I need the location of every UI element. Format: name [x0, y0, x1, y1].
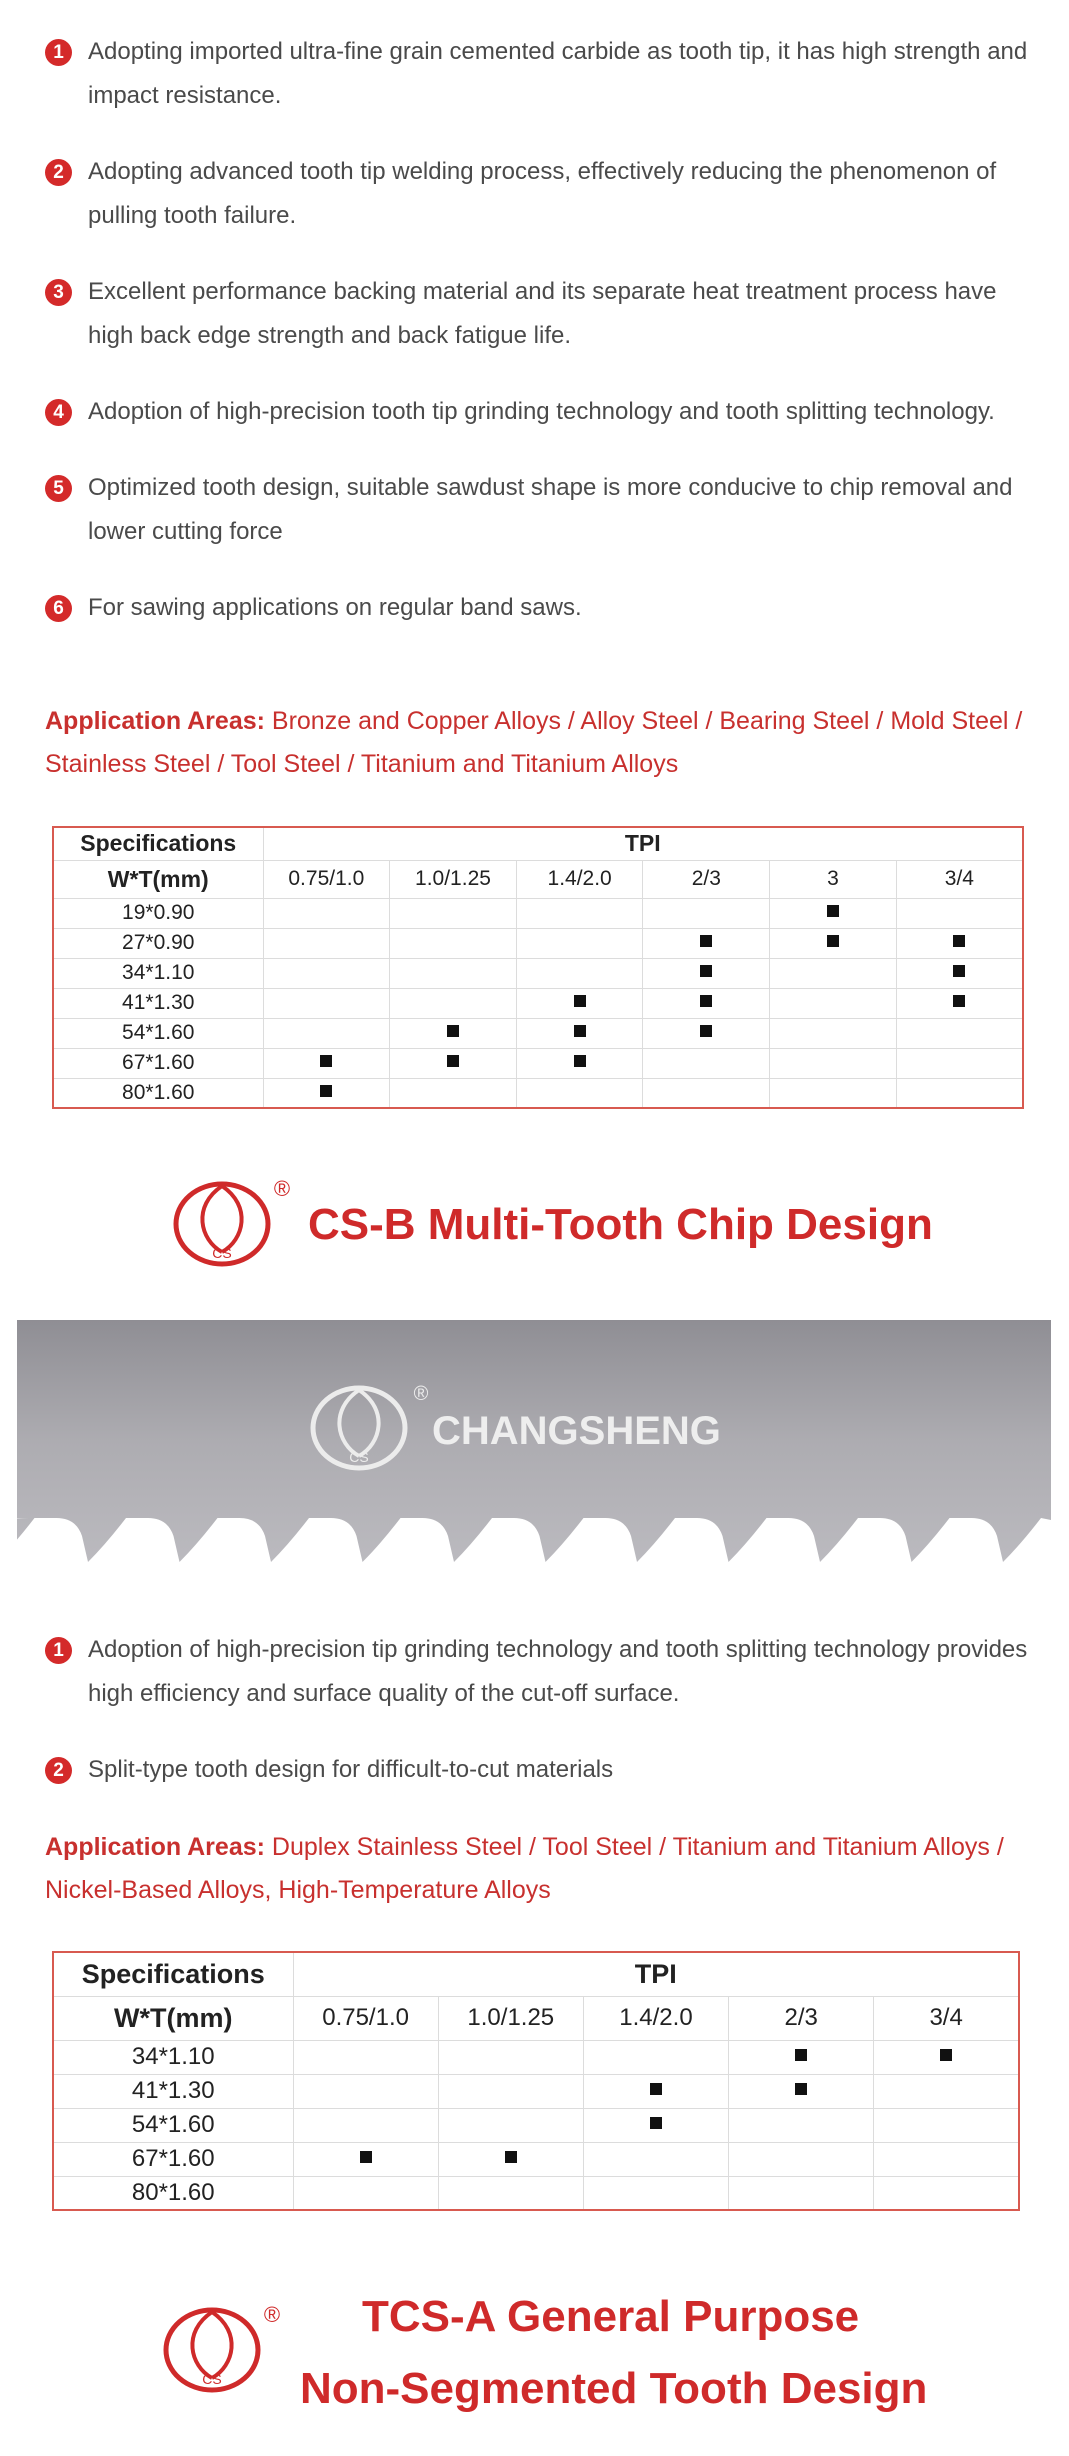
blade-logo-text: CS: [349, 1449, 369, 1465]
tpi-column-header: 1.0/1.25: [390, 860, 517, 898]
tpi-cell: [643, 928, 770, 958]
tpi-column-header: 0.75/1.0: [293, 1996, 438, 2040]
available-mark-icon: [827, 905, 839, 917]
tpi-cell: [516, 1078, 643, 1108]
heading-tcs-a-line2: Non-Segmented Tooth Design: [300, 2364, 928, 2413]
tpi-cell: [583, 2040, 728, 2074]
feature-item: [45, 150, 1045, 238]
tpi-cell: [293, 2074, 438, 2108]
feature-item: [45, 30, 1045, 118]
available-mark-icon: [953, 995, 965, 1007]
table-row: [53, 928, 1023, 958]
tpi-cell: [770, 898, 897, 928]
feature-text: Adopting imported ultra-fine grain cemented carbide as tooth tip, it has high strength and impact resistance.: [88, 38, 1028, 109]
tpi-cell: [896, 1048, 1023, 1078]
number-badge: 4: [45, 399, 72, 426]
tpi-column-header: 1.4/2.0: [516, 860, 643, 898]
feature-item: [45, 270, 1045, 358]
available-mark-icon: [795, 2049, 807, 2061]
tpi-cell: [390, 1078, 517, 1108]
table-row: [53, 988, 1023, 1018]
saw-blade-image: [17, 1320, 1051, 1568]
tpi-cell: [390, 928, 517, 958]
registered-mark: ®: [273, 1176, 291, 1201]
tpi-cell: [263, 1048, 390, 1078]
feature-list-1: [45, 30, 1045, 630]
spec-table-2: [52, 1951, 1020, 2211]
tpi-cell: [770, 1018, 897, 1048]
tpi-column-header: 3: [770, 860, 897, 898]
available-mark-icon: [700, 935, 712, 947]
available-mark-icon: [700, 965, 712, 977]
size-cell: 54*1.60: [53, 1018, 263, 1048]
available-mark-icon: [320, 1055, 332, 1067]
tpi-cell: [263, 988, 390, 1018]
tpi-cell: [643, 988, 770, 1018]
tpi-cell: [896, 898, 1023, 928]
tpi-cell: [643, 898, 770, 928]
wt-header: W*T(mm): [53, 860, 263, 898]
tpi-cell: [729, 2040, 874, 2074]
tpi-cell: [516, 958, 643, 988]
tpi-cell: [390, 1018, 517, 1048]
feature-text: Adopting advanced tooth tip welding process, effectively reducing the phenomenon of pulling tooth failure.: [88, 158, 997, 229]
tpi-cell: [729, 2176, 874, 2210]
tpi-column-header: 3/4: [896, 860, 1023, 898]
available-mark-icon: [953, 935, 965, 947]
available-mark-icon: [320, 1085, 332, 1097]
available-mark-icon: [650, 2117, 662, 2129]
size-cell: 19*0.90: [53, 898, 263, 928]
table-row: [53, 1018, 1023, 1048]
spec-header: Specifications: [53, 1952, 293, 1996]
tpi-cell: [583, 2074, 728, 2108]
tpi-cell: [583, 2108, 728, 2142]
feature-text: Excellent performance backing material and its separate heat treatment process have high back edge strength and back fatigue life.: [88, 278, 997, 349]
available-mark-icon: [827, 935, 839, 947]
available-mark-icon: [574, 1025, 586, 1037]
tpi-cell: [516, 988, 643, 1018]
tpi-cell: [390, 898, 517, 928]
available-mark-icon: [574, 1055, 586, 1067]
tpi-cell: [438, 2176, 583, 2210]
spec-header: Specifications: [53, 827, 263, 860]
tpi-cell: [874, 2176, 1019, 2210]
available-mark-icon: [953, 965, 965, 977]
size-cell: 34*1.10: [53, 2040, 293, 2074]
registered-mark: ®: [263, 2302, 281, 2327]
size-cell: 41*1.30: [53, 988, 263, 1018]
tpi-cell: [583, 2142, 728, 2176]
logo-text: CS: [212, 1245, 232, 1261]
number-badge: 5: [45, 475, 72, 502]
tpi-cell: [896, 1018, 1023, 1048]
feature-item: [45, 1748, 1045, 1792]
tpi-cell: [896, 1078, 1023, 1108]
tpi-cell: [770, 1078, 897, 1108]
feature-text: Optimized tooth design, suitable sawdust shape is more conducive to chip removal and lower cutting force: [88, 474, 1013, 545]
tpi-cell: [390, 1048, 517, 1078]
tpi-cell: [516, 898, 643, 928]
feature-text: Split-type tooth design for difficult-to-cut materials: [88, 1756, 614, 1783]
tpi-column-header: 3/4: [874, 1996, 1019, 2040]
tpi-column-header: 1.0/1.25: [438, 1996, 583, 2040]
tpi-cell: [438, 2040, 583, 2074]
application-areas-2: [45, 1826, 1045, 1912]
tpi-cell: [896, 958, 1023, 988]
tpi-column-header: 2/3: [729, 1996, 874, 2040]
size-cell: 34*1.10: [53, 958, 263, 988]
feature-item: [45, 466, 1045, 554]
available-mark-icon: [447, 1025, 459, 1037]
feature-text: Adoption of high-precision tooth tip grinding technology and tooth splitting technology.: [88, 398, 995, 425]
tpi-cell: [729, 2142, 874, 2176]
tpi-cell: [770, 928, 897, 958]
tpi-cell: [263, 958, 390, 988]
feature-item: [45, 390, 1045, 434]
feature-item: [45, 1628, 1045, 1716]
tpi-cell: [293, 2176, 438, 2210]
tpi-cell: [293, 2142, 438, 2176]
tpi-cell: [293, 2040, 438, 2074]
logo-text: CS: [202, 2371, 222, 2387]
size-cell: 67*1.60: [53, 2142, 293, 2176]
application-text: Duplex Stainless Steel / Tool Steel / Titanium and Titanium Alloys / Nickel-Based Alloys, High-Temperature Alloys: [45, 1833, 1004, 1904]
cs-logo-icon: [160, 2298, 290, 2403]
tpi-column-header: 2/3: [643, 860, 770, 898]
blade-brand-text: CHANGSHENG: [432, 1409, 721, 1453]
available-mark-icon: [360, 2151, 372, 2163]
tpi-column-header: 0.75/1.0: [263, 860, 390, 898]
application-text: Bronze and Copper Alloys / Alloy Steel / Bearing Steel / Mold Steel / Stainless Steel / Tool Steel / Titanium and Titanium Alloys: [45, 707, 1023, 778]
tpi-cell: [729, 2108, 874, 2142]
available-mark-icon: [940, 2049, 952, 2061]
tpi-cell: [516, 1018, 643, 1048]
table-row: [53, 1078, 1023, 1108]
size-cell: 67*1.60: [53, 1048, 263, 1078]
available-mark-icon: [795, 2083, 807, 2095]
available-mark-icon: [447, 1055, 459, 1067]
table-row: [53, 898, 1023, 928]
available-mark-icon: [574, 995, 586, 1007]
tpi-cell: [438, 2108, 583, 2142]
tpi-cell: [770, 1048, 897, 1078]
tpi-cell: [896, 988, 1023, 1018]
tpi-cell: [390, 958, 517, 988]
application-areas-1: [45, 700, 1045, 786]
feature-list-2: [45, 1628, 1045, 1792]
number-badge: 2: [45, 1757, 72, 1784]
tpi-cell: [293, 2108, 438, 2142]
tpi-cell: [874, 2142, 1019, 2176]
tpi-cell: [643, 1018, 770, 1048]
tpi-cell: [263, 928, 390, 958]
tpi-cell: [643, 958, 770, 988]
tpi-cell: [263, 1078, 390, 1108]
tpi-cell: [874, 2108, 1019, 2142]
tpi-cell: [729, 2074, 874, 2108]
table-row: [53, 2108, 1019, 2142]
tpi-cell: [770, 958, 897, 988]
size-cell: 80*1.60: [53, 1078, 263, 1108]
number-badge: 1: [45, 1637, 72, 1664]
tpi-cell: [896, 928, 1023, 958]
number-badge: 6: [45, 595, 72, 622]
number-badge: 1: [45, 39, 72, 66]
available-mark-icon: [505, 2151, 517, 2163]
number-badge: 2: [45, 159, 72, 186]
tpi-cell: [263, 898, 390, 928]
number-badge: 3: [45, 279, 72, 306]
tpi-cell: [770, 988, 897, 1018]
tpi-column-header: 1.4/2.0: [583, 1996, 728, 2040]
cs-logo-icon: [170, 1172, 300, 1277]
available-mark-icon: [650, 2083, 662, 2095]
tpi-cell: [516, 928, 643, 958]
table-row: [53, 2074, 1019, 2108]
table-row: [53, 2142, 1019, 2176]
heading-tcs-a-line1: TCS-A General Purpose: [362, 2292, 860, 2341]
tpi-cell: [438, 2074, 583, 2108]
table-row: [53, 2176, 1019, 2210]
size-cell: 41*1.30: [53, 2074, 293, 2108]
tpi-header: TPI: [263, 827, 1023, 860]
tpi-cell: [874, 2074, 1019, 2108]
size-cell: 54*1.60: [53, 2108, 293, 2142]
tpi-cell: [643, 1048, 770, 1078]
size-cell: 27*0.90: [53, 928, 263, 958]
tpi-cell: [516, 1048, 643, 1078]
table-row: [53, 1048, 1023, 1078]
table-row: [53, 958, 1023, 988]
tpi-cell: [263, 1018, 390, 1048]
tpi-cell: [583, 2176, 728, 2210]
heading-cs-b: CS-B Multi-Tooth Chip Design: [308, 1200, 933, 1249]
size-cell: 80*1.60: [53, 2176, 293, 2210]
feature-item: [45, 586, 1045, 630]
tpi-cell: [874, 2040, 1019, 2074]
available-mark-icon: [700, 995, 712, 1007]
wt-header: W*T(mm): [53, 1996, 293, 2040]
application-label: Application Areas:: [45, 1833, 265, 1861]
tpi-header: TPI: [293, 1952, 1019, 1996]
table-row: [53, 2040, 1019, 2074]
tpi-cell: [438, 2142, 583, 2176]
feature-text: For sawing applications on regular band saws.: [88, 594, 582, 621]
spec-table-1: [52, 826, 1024, 1109]
blade-registered-mark: ®: [413, 1383, 429, 1405]
feature-text: Adoption of high-precision tip grinding technology and tooth splitting technology provides high efficiency and surface quality of the cut-off surface.: [88, 1636, 1028, 1707]
application-label: Application Areas:: [45, 707, 265, 735]
available-mark-icon: [700, 1025, 712, 1037]
tpi-cell: [390, 988, 517, 1018]
tpi-cell: [643, 1078, 770, 1108]
